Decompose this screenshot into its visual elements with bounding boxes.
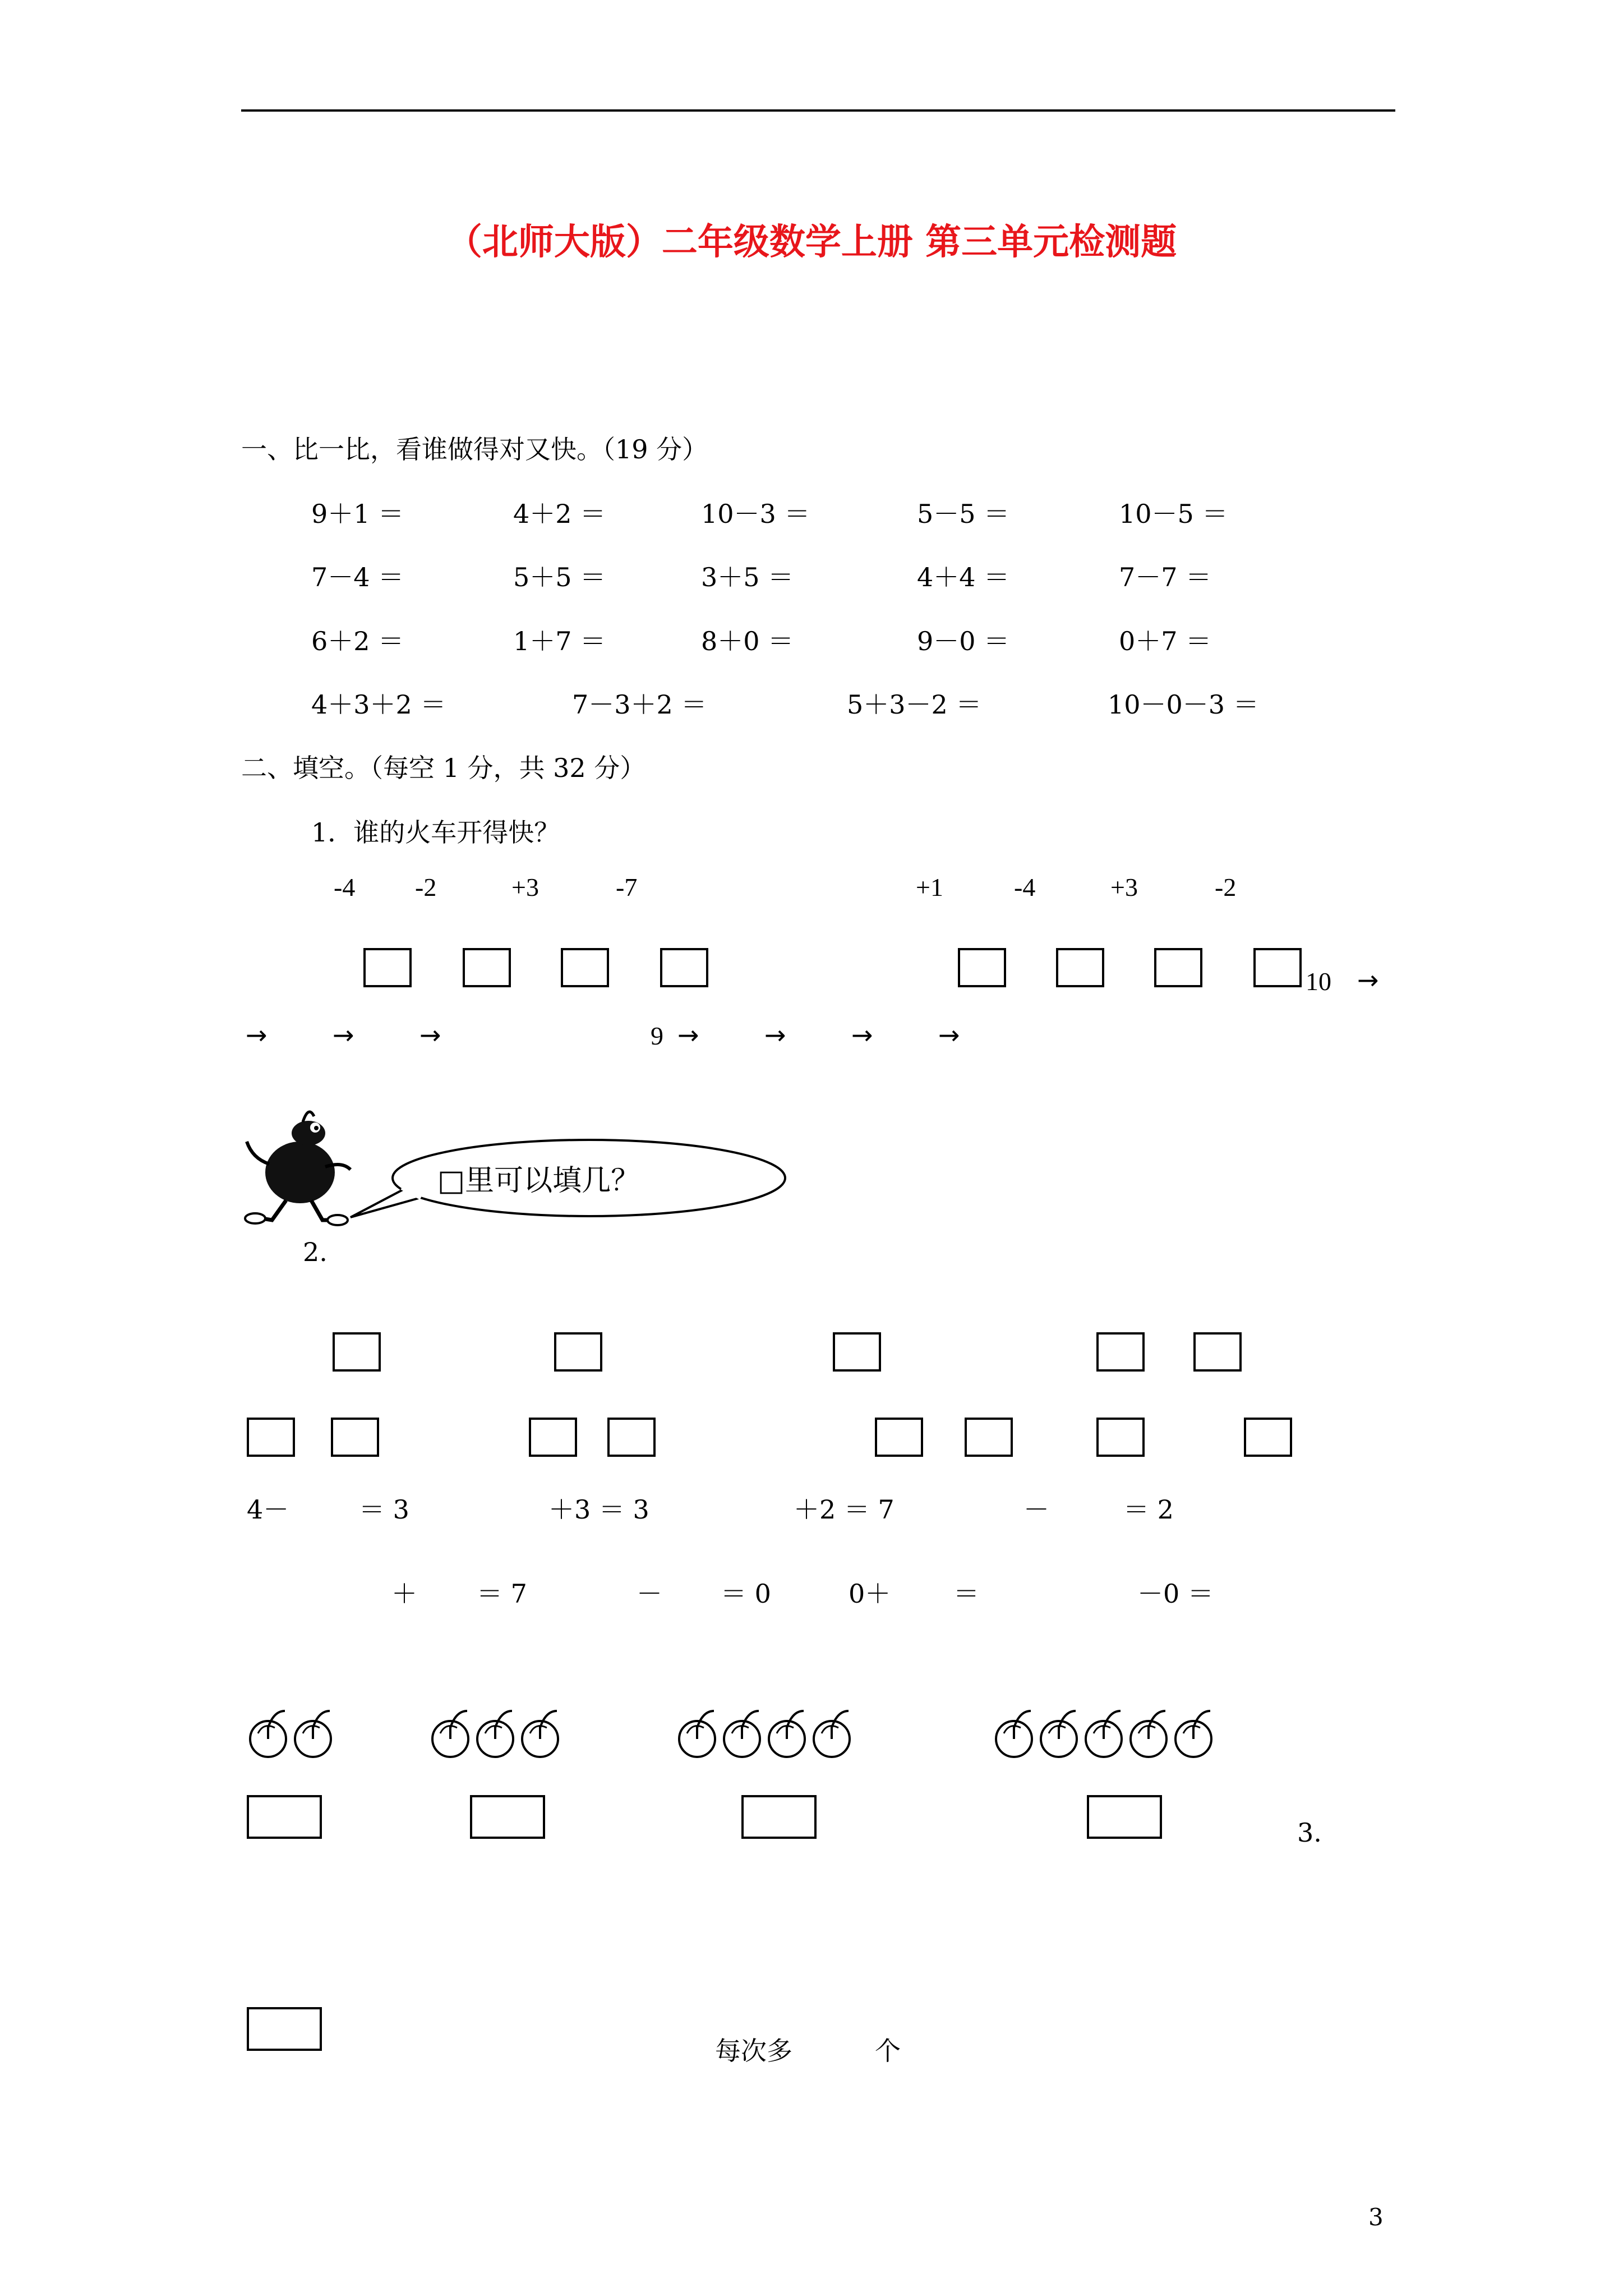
count-box[interactable] xyxy=(741,1795,817,1839)
equation: 3＋5 ＝ xyxy=(701,562,794,592)
question2-label: 2. xyxy=(303,1237,328,1267)
answer-box[interactable] xyxy=(875,1418,923,1457)
equation: 1＋7 ＝ xyxy=(513,626,606,656)
page-number: 3 xyxy=(1368,2203,1384,2231)
equation: 9＋1 ＝ xyxy=(311,499,404,529)
answer-box[interactable] xyxy=(1244,1418,1292,1457)
train-op: -2 xyxy=(1215,873,1237,901)
train-answer-box[interactable] xyxy=(463,948,511,987)
equation-part: 0＋ xyxy=(849,1579,891,1609)
train-op: +3 xyxy=(511,873,539,901)
equation-part: ＝ 3 xyxy=(359,1494,409,1525)
equation: 7－7 ＝ xyxy=(1119,562,1212,592)
count-box[interactable] xyxy=(247,1795,322,1839)
answer-box[interactable] xyxy=(1193,1332,1242,1372)
train-answer-box[interactable] xyxy=(561,948,609,987)
equation: 7－4 ＝ xyxy=(311,562,404,592)
equation: 4＋4 ＝ xyxy=(917,562,1010,592)
answer-box[interactable] xyxy=(833,1332,881,1372)
count-box[interactable] xyxy=(1087,1795,1162,1839)
train-answer-box[interactable] xyxy=(363,948,412,987)
section1-heading: 一、比一比，看谁做得对又快。（19 分） xyxy=(241,434,708,464)
equation-part: ＝ 7 xyxy=(477,1579,527,1609)
arrow-icon: → xyxy=(851,1020,873,1050)
answer-box[interactable] xyxy=(331,1418,379,1457)
equation-part: ＋3 ＝ 3 xyxy=(548,1494,649,1525)
every-text: 每次多 xyxy=(715,2036,792,2066)
equation-part: －0 ＝ xyxy=(1137,1579,1214,1609)
equation-part: 4－ xyxy=(247,1494,289,1525)
equation: 4＋2 ＝ xyxy=(513,499,606,529)
equation: 4＋3＋2 ＝ xyxy=(311,689,446,720)
equation: 5＋5 ＝ xyxy=(513,562,606,592)
answer-box[interactable] xyxy=(554,1332,602,1372)
equation: 8＋0 ＝ xyxy=(701,626,794,656)
arrow-icon: → xyxy=(677,1020,699,1050)
answer-box[interactable] xyxy=(333,1332,381,1372)
cartoon-character-icon xyxy=(241,1099,353,1228)
train-answer-box[interactable] xyxy=(1056,948,1104,987)
equation-part: － xyxy=(1023,1494,1049,1525)
equation: 10－0－3 ＝ xyxy=(1108,689,1259,720)
equation: 10－3 ＝ xyxy=(701,499,810,529)
train-op: -2 xyxy=(415,873,437,901)
question1-label: 1．谁的火车开得快？ xyxy=(311,817,560,848)
equation: 5＋3－2 ＝ xyxy=(847,689,982,720)
equation-part: ＋ xyxy=(391,1579,417,1609)
train-start-number: 10 xyxy=(1306,967,1331,996)
arrow-icon: → xyxy=(246,1020,268,1050)
answer-box[interactable] xyxy=(529,1418,577,1457)
question3-label: 3. xyxy=(1297,1818,1322,1848)
arrow-icon: → xyxy=(1357,965,1379,995)
train-answer-box[interactable] xyxy=(1253,948,1302,987)
top-rule xyxy=(241,109,1395,112)
answer-box[interactable] xyxy=(607,1418,656,1457)
train-op: -4 xyxy=(334,873,356,901)
equation-part: － xyxy=(637,1579,662,1609)
equation-part: ＋2 ＝ 7 xyxy=(794,1494,895,1525)
arrow-icon: → xyxy=(419,1020,441,1050)
arrow-icon: → xyxy=(333,1020,354,1050)
equation: 0＋7 ＝ xyxy=(1119,626,1212,656)
answer-box[interactable] xyxy=(965,1418,1013,1457)
train-op: +3 xyxy=(1110,873,1138,901)
answer-box[interactable] xyxy=(1096,1332,1145,1372)
train-answer-box[interactable] xyxy=(660,948,708,987)
equation-part: ＝ 2 xyxy=(1123,1494,1174,1525)
train-op: +1 xyxy=(916,873,943,901)
arrow-icon: → xyxy=(938,1020,960,1050)
train-start-number: 9 xyxy=(651,1022,663,1050)
equation: 9－0 ＝ xyxy=(917,626,1010,656)
count-box[interactable] xyxy=(247,2007,322,2051)
equation-part: ＝ 0 xyxy=(721,1579,771,1609)
page-title: （北师大版）二年级数学上册 第三单元检测题 xyxy=(446,222,1177,263)
train-answer-box[interactable] xyxy=(1154,948,1202,987)
section2-heading: 二、填空。（每空 1 分，共 32 分） xyxy=(241,753,646,783)
train-op: -4 xyxy=(1014,873,1036,901)
equation: 5－5 ＝ xyxy=(917,499,1010,529)
equation-part: ＝ xyxy=(953,1579,979,1609)
answer-box[interactable] xyxy=(1096,1418,1145,1457)
count-box[interactable] xyxy=(470,1795,545,1839)
train-answer-box[interactable] xyxy=(958,948,1006,987)
equation: 7－3＋2 ＝ xyxy=(572,689,707,720)
train-op: -7 xyxy=(616,873,638,901)
equation: 10－5 ＝ xyxy=(1119,499,1228,529)
unit-text: 个 xyxy=(875,2036,901,2066)
answer-box[interactable] xyxy=(247,1418,295,1457)
equation: 6＋2 ＝ xyxy=(311,626,404,656)
fruit-group-icon xyxy=(247,1705,1256,1767)
speech-bubble-text: □里可以填几？ xyxy=(437,1164,640,1198)
arrow-icon: → xyxy=(764,1020,786,1050)
